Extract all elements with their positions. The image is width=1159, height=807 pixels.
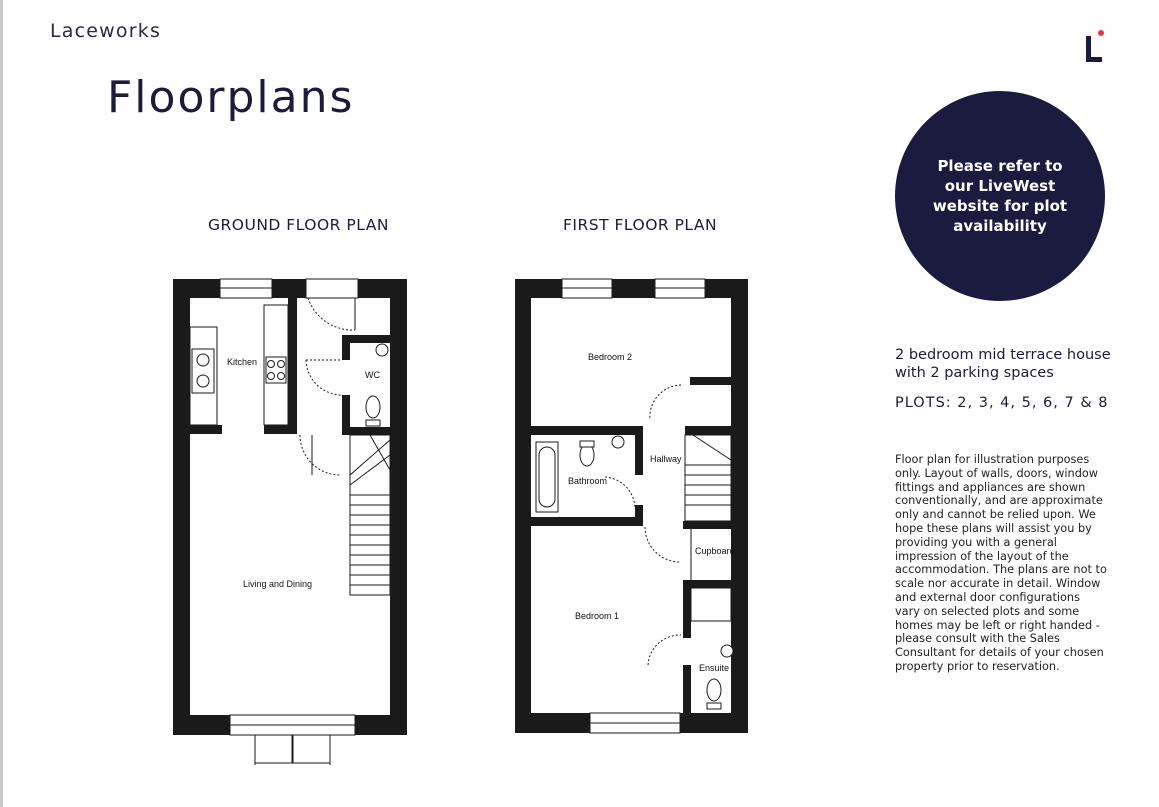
property-description [895,346,1135,382]
plots-list: PLOTS: 2, 3, 4, 5, 6, 7 & 8 [895,395,1109,411]
room-label-bathroom: Bathroom [568,476,608,486]
room-label-living-dining: Living and Dining [243,579,313,589]
availability-callout [895,91,1105,301]
room-label-wc: WC [365,370,380,380]
description-line-2: with 2 parking spaces [895,365,1054,381]
brand-name: Laceworks [50,20,162,42]
room-label-bedroom-1: Bedroom 1 [575,611,620,621]
room-label-kitchen: Kitchen [227,357,258,367]
room-label-bedroom-2: Bedroom 2 [588,352,633,362]
disclaimer-text: Floor plan for illustration purposes only. Layout of walls, doors, window fittings and appliances are shown conventionally, and are approximate only and cannot be relied upon. We hope these plans will assist you by providing you with a general impression of the layout of the accommodation. The plans are not to scale nor accurate in detail. Window and external door configurations vary on selected plots and some homes may be left or right handed - please consult with the Sales Consultant for details of your chosen property prior to reservation. [895,453,1107,673]
room-label-cupboard: Cupboard [695,546,735,556]
room-label-hallway: Hallway [650,454,682,464]
room-label-ensuite: Ensuite [699,663,730,673]
first-floor-plan [505,265,755,770]
left-edge-bar [0,0,3,807]
first-floor-plan-label: FIRST FLOOR PLAN [563,216,718,234]
livewest-logo-icon [1084,28,1108,64]
ground-floor-plan [160,265,410,770]
availability-callout-text: Please refer to our LiveWest website for plot availability [932,157,1068,235]
ground-floor-plan-label: GROUND FLOOR PLAN [208,216,389,234]
description-line-1: 2 bedroom mid terrace house [895,347,1111,363]
page-title: Floorplans [107,72,355,123]
